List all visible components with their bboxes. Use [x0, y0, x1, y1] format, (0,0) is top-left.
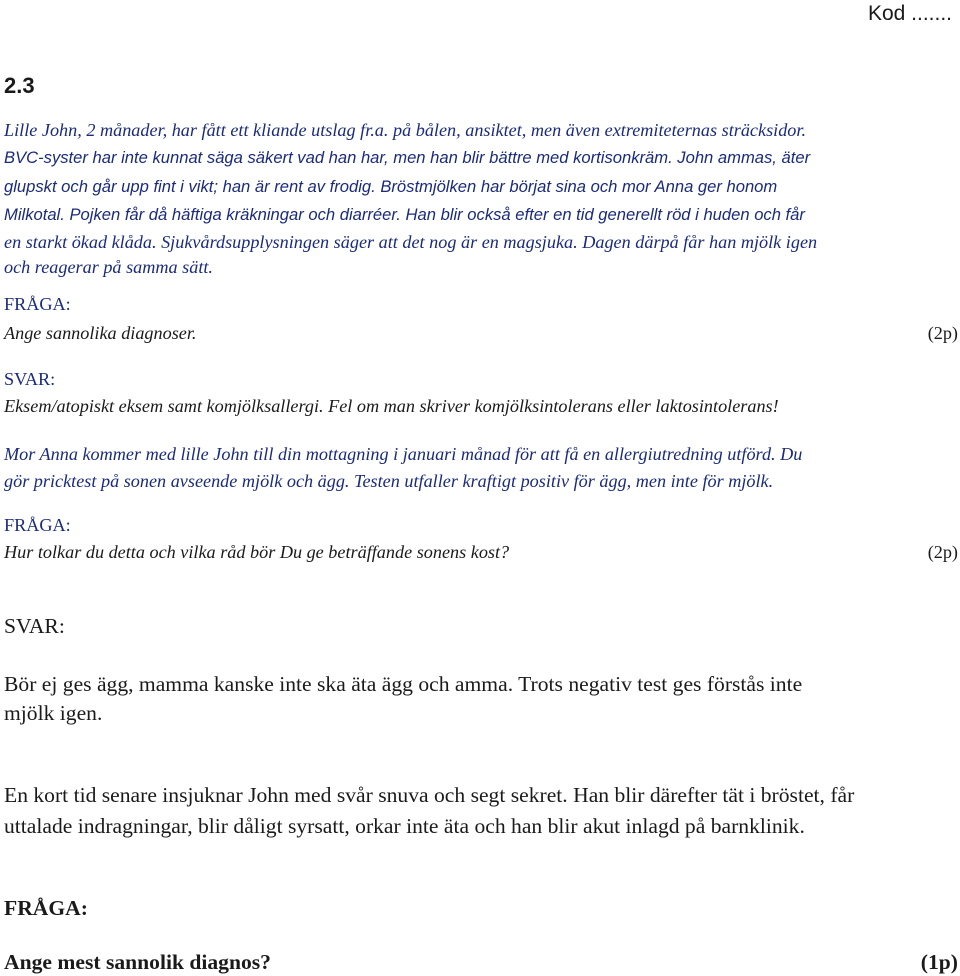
- case-line: En kort tid senare insjuknar John med svår snuva och segt sekret. Han blir därefter tät i bröstet, får: [4, 783, 855, 807]
- question-text: Ange mest sannolik diagnos?: [4, 950, 271, 974]
- section-number: 2.3: [4, 73, 35, 98]
- case-intro-line: Milkotal. Pojken får då häftiga kräkningar och diarréer. Han blir också efter en tid generellt röd i huden och får: [4, 205, 805, 224]
- question-text: Hur tolkar du detta och vilka råd bör Du ge beträffande sonens kost?: [4, 542, 510, 562]
- question-points: (2p): [927, 323, 958, 343]
- answer-text: Eksem/atopiskt eksem samt komjölksallergi. Fel om man skriver komjölksintolerans eller laktosintolerans!: [4, 396, 779, 416]
- question-text: Ange sannolika diagnoser.: [4, 323, 197, 343]
- case-intro-line: glupskt och går upp fint i vikt; han är rent av frodig. Bröstmjölken har börjat sina och mor Anna ger honom: [4, 177, 778, 196]
- code-field-label: Kod .......: [867, 2, 952, 25]
- case-intro-line: Lille John, 2 månader, har fått ett kliande utslag fr.a. på bålen, ansiktet, men även extremiteternas sträcksidor.: [4, 120, 806, 140]
- answer-label: SVAR:: [4, 369, 56, 389]
- case-intro-line: och reagerar på samma sätt.: [4, 257, 213, 277]
- case-line: Mor Anna kommer med lille John till din mottagning i januari månad för att få en allergiutredning utförd. Du: [4, 444, 803, 464]
- case-intro-line: BVC-syster har inte kunnat säga säkert vad han har, men han blir bättre med kortisonkräm. John ammas, äter: [4, 148, 811, 167]
- case-line: gör pricktest på sonen avseende mjölk och ägg. Testen utfaller kraftigt positiv för ägg, men inte för mjölk.: [4, 471, 774, 491]
- question-label: FRÅGA:: [4, 515, 71, 535]
- answer-line: Bör ej ges ägg, mamma kanske inte ska äta ägg och amma. Trots negativ test ges förstås inte: [4, 672, 803, 696]
- question-label: FRÅGA:: [4, 294, 71, 314]
- question-points: (2p): [927, 542, 958, 562]
- question-points: (1p): [920, 950, 958, 974]
- answer-label: SVAR:: [4, 614, 65, 638]
- answer-line: mjölk igen.: [4, 701, 103, 725]
- case-line: uttalade indragningar, blir dåligt syrsatt, orkar inte äta och han blir akut inlagd på barnklinik.: [4, 814, 805, 838]
- case-intro-line: en starkt ökad klåda. Sjukvårdsupplysningen säger att det nog är en magsjuka. Dagen därpå får han mjölk igen: [4, 232, 818, 252]
- question-label: FRÅGA:: [4, 896, 88, 920]
